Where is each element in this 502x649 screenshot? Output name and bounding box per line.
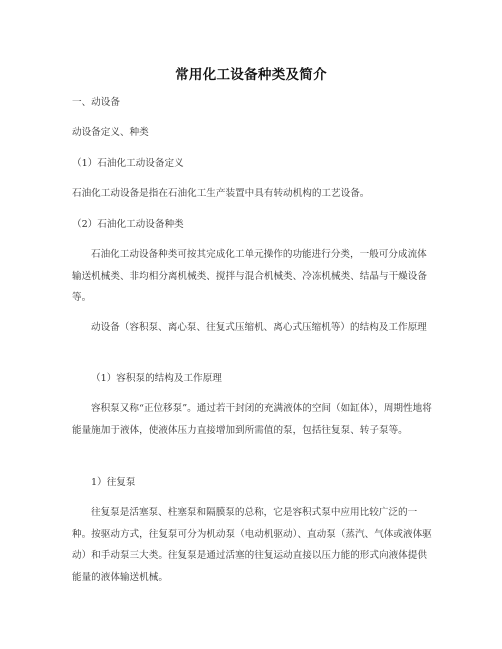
paragraph: 容积泵又称“正位移泵”。通过若干封闭的充满液体的空间（如缸体），周期性地将能量施加于液体，使液体压力直接增加到所需值的泵，包括往复泵、转子泵等。 <box>72 403 432 436</box>
document-title: 常用化工设备种类及简介 <box>175 67 327 83</box>
paragraph: 往复泵是活塞泵、柱塞泵和隔膜泵的总称，它是容积式泵中应用比较广泛的一种。按驱动方式，往复泵可分为机动泵（电动机驱动）、直动泵（蒸汽、气体或液体驱动）和手动泵三大类。往复泵是通过活塞的往复运动直接以压力能的形式向液体提供能量的液体输送机械。 <box>72 507 432 583</box>
section-heading: 一、动设备 <box>72 97 120 108</box>
paragraph: 石油化工动设备是指在石油化工生产装置中具有转动机构的工艺设备。 <box>72 188 370 199</box>
item-heading: 1）往复泵 <box>91 477 136 488</box>
paragraph: 动设备（容积泵、离心泵、往复式压缩机、离心式压缩机等）的结构及工作原理 <box>91 322 427 333</box>
item-heading: （2）石油化工动设备种类 <box>72 219 184 230</box>
item-heading: （1）容积泵的结构及工作原理 <box>91 373 222 384</box>
paragraph: 石油化工动设备种类可按其完成化工单元操作的功能进行分类，一般可分成流体输送机械类、非均相分离机械类、搅拌与混合机械类、冷冻机械类、结晶与干燥设备等。 <box>72 249 427 303</box>
item-heading: （1）石油化工动设备定义 <box>72 158 184 169</box>
subsection-heading: 动设备定义、种类 <box>72 127 149 138</box>
